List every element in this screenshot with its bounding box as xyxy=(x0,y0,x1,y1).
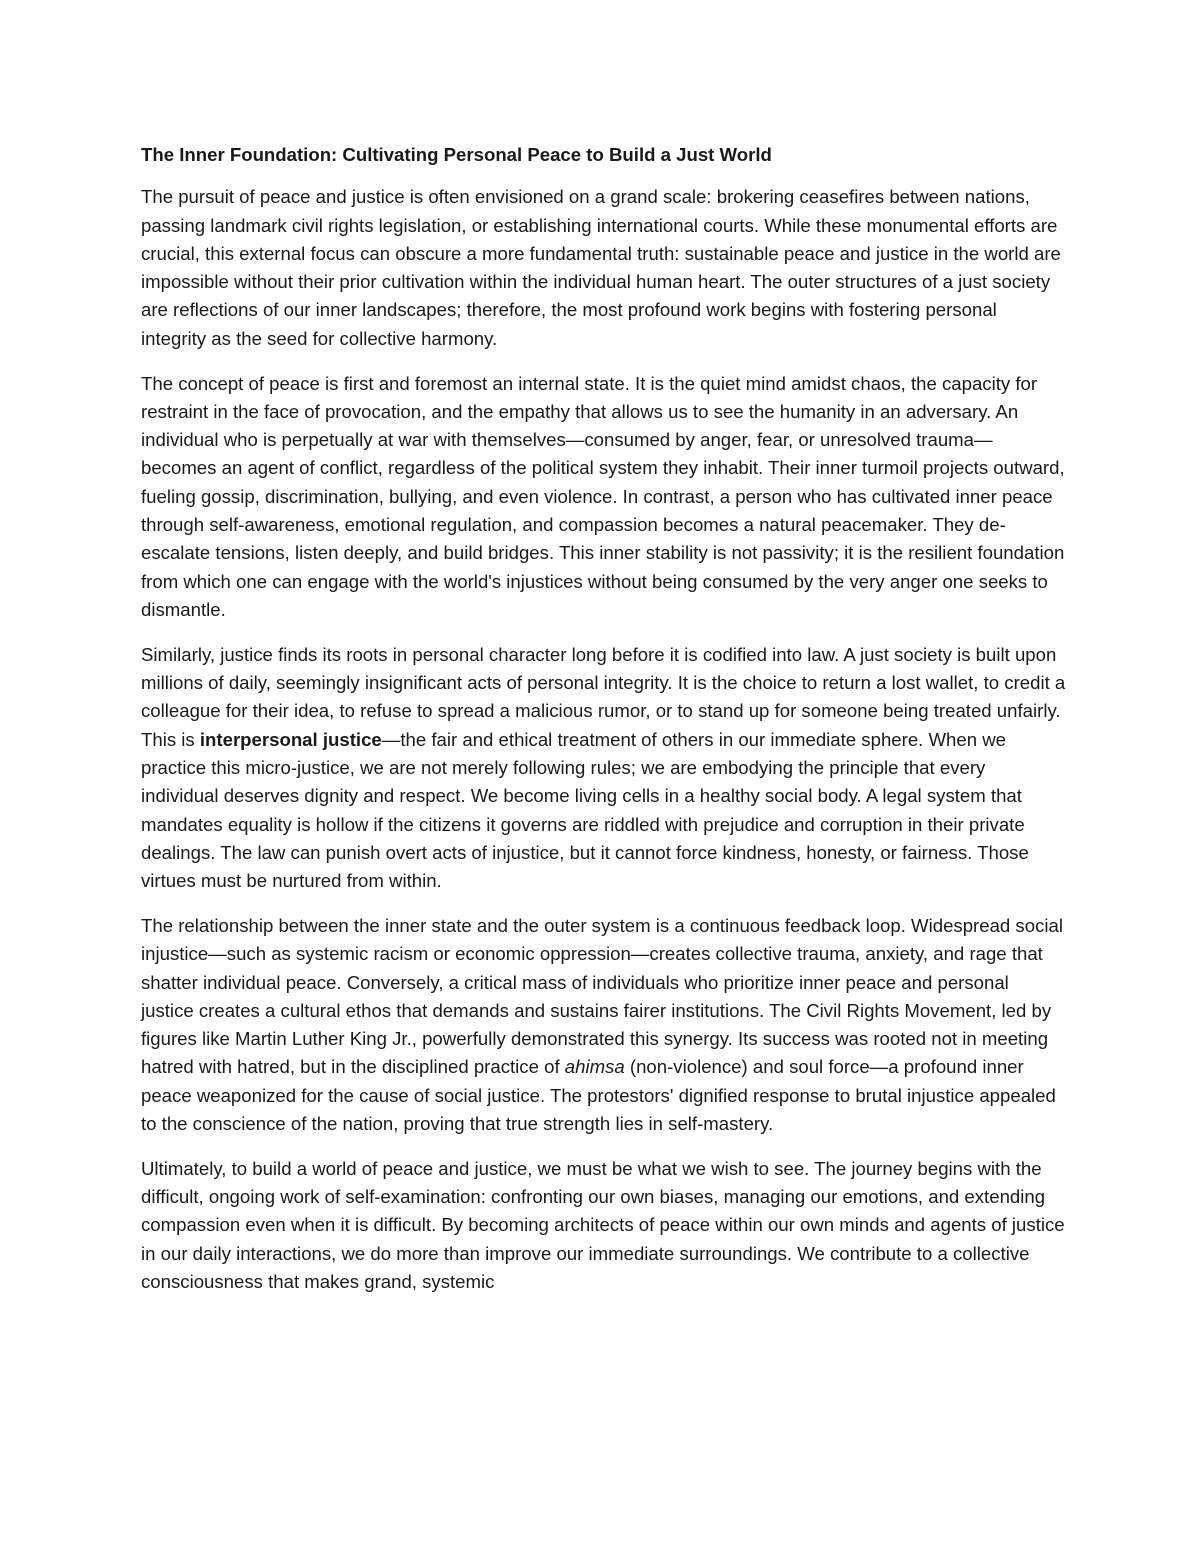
document-body xyxy=(141,141,1066,1313)
italic-term-ahimsa: ahimsa xyxy=(564,1056,625,1078)
paragraph-4-text-after: (non-violence) and soul force—a profound inner peace weaponized for the cause of social justice. The protestors' dignified response to brutal injustice appealed to the conscience of the nation, proving that true strength lies in self-mastery. xyxy=(141,1056,1056,1134)
paragraph-4 xyxy=(141,912,1066,1138)
paragraph-5: Ultimately, to build a world of peace and justice, we must be what we wish to see. The journey begins with the difficult, ongoing work of self-examination: confronting our own biases, managing our emotions, and extending compassion even when it is difficult. By becoming architects of peace within our own minds and agents of justice in our daily interactions, we do more than improve our immediate surroundings. We contribute to a collective consciousness that makes grand, systemic xyxy=(141,1157,1065,1292)
bold-term-interpersonal-justice: interpersonal justice xyxy=(199,728,382,750)
document-title: The Inner Foundation: Cultivating Personal Peace to Build a Just World xyxy=(141,144,772,165)
paragraph-3 xyxy=(141,641,1066,896)
paragraph-3-text-before: Similarly, justice finds its roots in personal character long before it is codified into law. A just society is built upon millions of daily, seemingly insignificant acts of personal integrity. It is the choice to return a lost wallet, to credit a colleague for their idea, to refuse to spread a malicious rumor, or to stand up for someone being treated unfairly. This is xyxy=(141,643,1066,750)
paragraph-2: The concept of peace is first and foremost an internal state. It is the quiet mind amidst chaos, the capacity for restraint in the face of provocation, and the empathy that allows us to see the humanity in an adversary. An individual who is perpetually at war with themselves—consumed by anger, fear, or unresolved trauma—becomes an agent of conflict, regardless of the political system they inhabit. Their inner turmoil projects outward, fueling gossip, discrimination, bullying, and even violence. In contrast, a person who has cultivated inner peace through self-awareness, emotional regulation, and compassion becomes a natural peacemaker. They de-escalate tensions, listen deeply, and build bridges. This inner stability is not passivity; it is the resilient foundation from which one can engage with the world's injustices without being consumed by the very anger one seeks to dismantle. xyxy=(141,372,1065,620)
paragraph-4-text-before: The relationship between the inner state and the outer system is a continuous feedback loop. Widespread social injustice—such as systemic racism or economic oppression—creates collective trauma, anxiety, and rage that shatter individual peace. Conversely, a critical mass of individuals who prioritize inner peace and personal justice creates a cultural ethos that demands and sustains fairer institutions. The Civil Rights Movement, led by figures like Martin Luther King Jr., powerfully demonstrated this synergy. Its success was rooted not in meeting hatred with hatred, but in the disciplined practice of xyxy=(141,914,1063,1078)
paragraph-3-text-after: —the fair and ethical treatment of others in our immediate sphere. When we practice this micro-justice, we are not merely following rules; we are embodying the principle that every individual deserves dignity and respect. We become living cells in a healthy social body. A legal system that mandates equality is hollow if the citizens it governs are riddled with prejudice and corruption in their private dealings. The law can punish overt acts of injustice, but it cannot force kindness, honesty, or fairness. Those virtues must be nurtured from within. xyxy=(141,728,1029,892)
paragraph-1: The pursuit of peace and justice is often envisioned on a grand scale: brokering ceasefires between nations, passing landmark civil rights legislation, or establishing international courts. While these monumental efforts are crucial, this external focus can obscure a more fundamental truth: sustainable peace and justice in the world are impossible without their prior cultivation within the individual human heart. The outer structures of a just society are reflections of our inner landscapes; therefore, the most profound work begins with fostering personal integrity as the seed for collective harmony. xyxy=(141,186,1061,349)
